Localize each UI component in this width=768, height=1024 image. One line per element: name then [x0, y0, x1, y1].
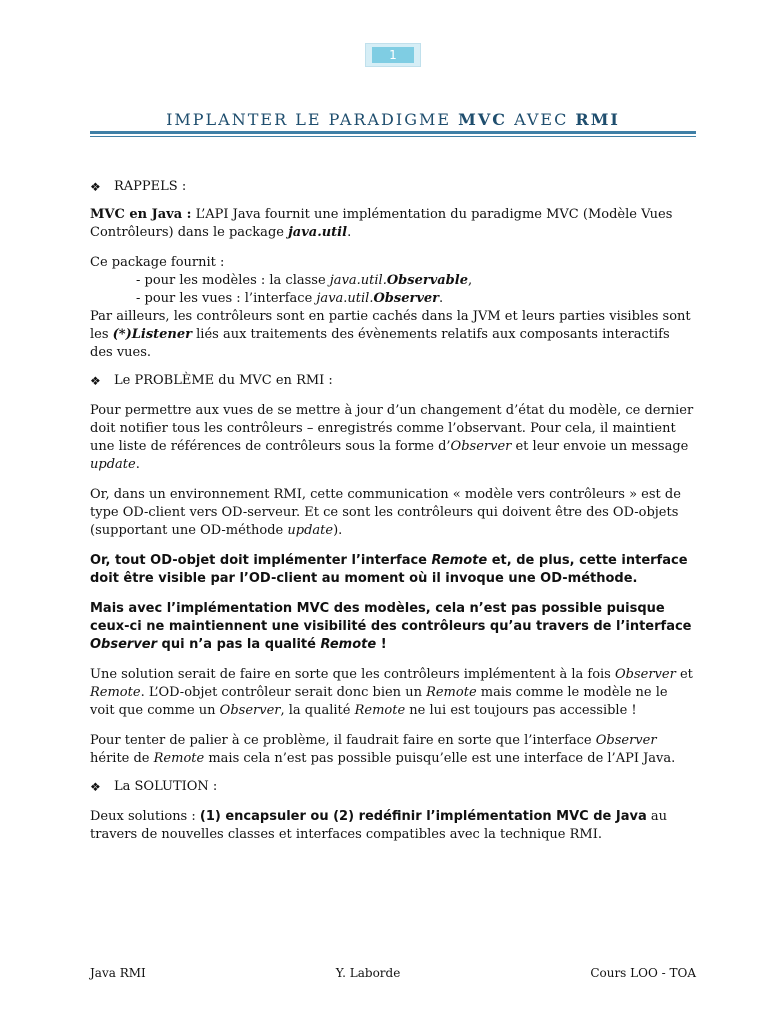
paragraph-bold — [90, 552, 696, 588]
diamond-bullet-icon: ❖ — [90, 780, 101, 794]
text: , la qualité — [280, 703, 355, 718]
heading-text: RAPPELS : — [114, 179, 187, 194]
heading-text: La SOLUTION : — [114, 779, 218, 794]
term: Observer — [450, 439, 512, 454]
diamond-bullet-icon: ❖ — [90, 374, 101, 388]
paragraph — [90, 486, 696, 540]
text: Deux solutions : — [90, 809, 200, 824]
text: ). — [333, 523, 343, 538]
document-body — [90, 178, 696, 844]
title-rmi: RMI — [575, 110, 620, 129]
text: et, de plus, cette interface doit être visible par l’OD-client au moment où il invoque une OD-méthode. — [90, 553, 688, 586]
text: au travers de nouvelles classes et interfaces compatibles avec la technique RMI. — [90, 809, 667, 842]
term: Observer — [90, 637, 158, 652]
heading-text: Le PROBLÈME du MVC en RMI : — [114, 373, 333, 388]
text: Mais avec l’implémentation MVC des modèles, cela n’est pas possible puisque ceux-ci ne maintiennent une visibilité des contrôleurs qu’au travers de l’interface — [90, 601, 692, 634]
paragraph — [90, 666, 696, 720]
title-rule-thin — [90, 136, 696, 137]
text: , — [467, 273, 473, 288]
title-mvc: MVC — [458, 110, 507, 129]
text: . L’OD-objet contrôleur serait donc bien un — [140, 685, 427, 700]
document-title — [90, 110, 696, 129]
text: . — [135, 457, 140, 472]
text: Par ailleurs, les contrôleurs sont en partie cachés dans la JVM et leurs parties visibles sont les — [90, 309, 691, 342]
text: Une solution serait de faire en sorte que les contrôleurs implémentent à la fois — [90, 667, 615, 682]
term: Remote — [354, 703, 406, 718]
text: - pour les modèles : la classe — [136, 273, 330, 288]
term-mvc-java: MVC en Java : — [90, 207, 192, 222]
term: update — [287, 523, 334, 538]
section-heading-solution — [90, 778, 696, 796]
package-name: java.util. — [316, 291, 374, 306]
paragraph — [90, 732, 696, 768]
paragraph — [90, 402, 696, 474]
term: Remote — [431, 553, 488, 568]
text: Or, dans un environnement RMI, cette communication « modèle vers contrôleurs » est de type OD-client vers OD-serveur. Et ce sont les contrôleurs qui doivent être des OD-objets (supportant une OD-méthode — [90, 487, 681, 538]
text: qui n’a pas la qualité — [157, 637, 321, 652]
section-heading-probleme — [90, 372, 696, 390]
list-item — [90, 290, 696, 308]
paragraph-bold — [90, 600, 696, 654]
footer-center: Y. Laborde — [335, 966, 401, 980]
term: Observer — [615, 667, 676, 682]
text: ne lui est toujours pas accessible ! — [405, 703, 637, 718]
paragraph-listeners — [90, 308, 696, 362]
title-text-1: IMPLANTER LE PARADIGME — [166, 110, 459, 129]
text: liés aux traitements des évènements relatifs aux composants interactifs des vues. — [90, 327, 670, 360]
title-rule-thick — [90, 131, 696, 134]
text: - pour les vues : l’interface — [136, 291, 317, 306]
page-number: 1 — [372, 47, 414, 63]
text: mais comme le modèle ne le voit que comme un — [90, 685, 668, 718]
text: et — [675, 667, 693, 682]
class-name: Observer — [373, 291, 439, 306]
package-name: java.util — [288, 225, 348, 240]
text: mais cela n’est pas possible puisqu’elle est une interface de l’API Java. — [204, 751, 676, 766]
text: Pour permettre aux vues de se mettre à jour d’un changement d’état du modèle, ce dernier doit notifier tous les contrôleurs – enregistrés comme l’observant. Pour cela, il maintient une liste de références de contrôleurs sous la forme d’ — [90, 403, 694, 454]
paragraph-mvc-java — [90, 206, 696, 242]
term: Observer — [595, 733, 657, 748]
term: Remote — [320, 637, 377, 652]
title-text-2: AVEC — [507, 110, 576, 129]
package-name: java.util. — [329, 273, 387, 288]
paragraph-solution — [90, 808, 696, 844]
text: Pour tenter de palier à ce problème, il faudrait faire en sorte que l’interface — [90, 733, 596, 748]
listener-term: (*)Listener — [112, 327, 193, 342]
term: Remote — [90, 685, 141, 700]
page-number-badge — [365, 43, 421, 67]
text: . — [439, 291, 444, 306]
term: update — [90, 457, 136, 472]
class-name: Observable — [386, 273, 468, 288]
diamond-bullet-icon: ❖ — [90, 180, 101, 194]
footer-right: Cours LOO - TOA — [590, 966, 696, 980]
text: hérite de — [90, 751, 154, 766]
paragraph-package: Ce package fournit : — [90, 255, 225, 270]
term: Observer — [219, 703, 281, 718]
text: L’API Java fournit une implémentation du paradigme MVC (Modèle Vues Contrôleurs) dans le package — [90, 207, 673, 240]
text: Or, tout OD-objet doit implémenter l’interface — [90, 553, 432, 568]
text: . — [347, 225, 352, 240]
text: ! — [376, 637, 387, 652]
text: et leur envoie un message — [511, 439, 689, 454]
section-heading-rappels — [90, 178, 696, 196]
term: Remote — [153, 751, 205, 766]
solution-term: (1) encapsuler ou (2) redéfinir l’implémentation MVC de Java — [199, 809, 647, 824]
page-footer — [90, 966, 696, 980]
footer-left: Java RMI — [90, 966, 146, 980]
term: Remote — [426, 685, 477, 700]
list-item — [90, 272, 696, 290]
